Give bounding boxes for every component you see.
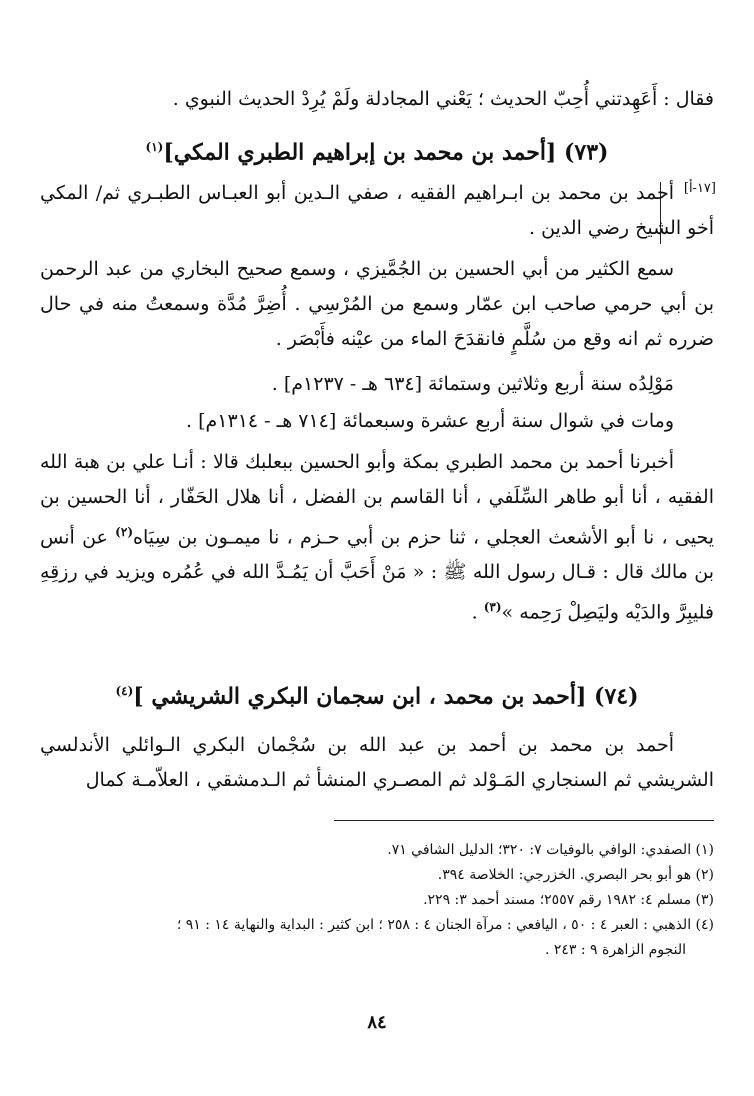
entry-74-paragraph-1: أحمد بن محمد بن أحمد بن عبد الله بن سُجْمان البكري الـوائلي الأندلسي الشريشي ثم السنجاري المَـوْلد ثم المصـري المنشأ ثم الـدمشقي ، العلاّمـة كمال: [40, 734, 714, 791]
footnote-ref-4: (٤): [115, 684, 134, 698]
continuation-text: [40, 82, 714, 117]
entry-74-heading-text: (٧٤) [أحمد بن محمد ، ابن سجمان البكري الشريشي ]: [133, 683, 639, 710]
hadith-isnad: أخبرنا أحمد بن محمد الطبري بمكة وأبو الحسين ببعلبك قالا : أنـا علي بن هبة الله الفقيه ، أنا أبو طاهر السِّلَفي ، أنا القاسم بن الفضل ، أنا هلال الحَفّار ، أنا الحسين بن يحيى ، نا أبو الأشعث العجلي ، ثنا حزم بن أبي حـزم ، نا ميمـون بن سِيَاه: [40, 451, 714, 549]
entry-73-body: [40, 176, 714, 631]
footnote-3: (٣) مسلم ٤: ١٩٨٢ رقم ٢٥٥٧؛ مسند أحمد ٣: ٢٢٩.: [423, 892, 714, 908]
footnote-ref-2: (٢): [115, 525, 133, 539]
entry-74-body: [40, 728, 714, 798]
entry-73-hadith: [40, 445, 714, 631]
footnote-1: (١) الصفدي: الوافي بالوفيات ٧: ٣٢٠؛ الدليل الشافي ٧١.: [387, 842, 714, 858]
footnotes: [40, 838, 714, 963]
footnote-2: (٢) هو أبو بحر البصري. الخزرجي: الخلاصة ٣٩٤.: [437, 867, 714, 883]
entry-73-heading-text: (٧٣) [أحمد بن محمد بن إبراهيم الطبري المكي]: [163, 139, 609, 166]
footnote-4: (٤) الذهبي : العبر ٤ : ٥٠ ، اليافعي : مرآة الجنان ٤ : ٢٥٨ ؛ ابن كثير : البداية والنهاية ١٤ : ٩١ ؛: [176, 917, 714, 933]
entry-73-paragraph-2: سمع الكثير من أبي الحسين بن الجُمَّيزي ، وسمع صحيح البخاري من عبد الرحمن بن أبي حرمي صاحب ابن عمّار وسمع من المُرْسِي . أُضِرَّ مُدَّة وسمعتُ منه في حال ضرره ثم انه وقع من سُلَّمٍ فانقدَحَ الماء من عيْنه فأَبْصَر .: [40, 258, 714, 350]
footnote-ref-3: (٣): [483, 600, 502, 615]
page-number: ٨٤: [367, 1012, 387, 1033]
manuscript-folio-ref: [١٧-أ]: [683, 181, 716, 196]
entry-73-paragraph-1: أحمد بن محمد بن ابـراهيم الفقيه ، صفي الـدين أبو العبـاس الطبـري ثم/ المكي أخو الشيخ رضي الدين .: [40, 182, 714, 239]
entry-73-death: ومات في شوال سنة أربع عشرة وسبعمائة [٧١٤ هـ - ١٣١٤م] .: [186, 410, 674, 432]
entry-73-heading: [40, 130, 714, 169]
footnote-separator: [334, 820, 714, 821]
hadith-end: .: [471, 601, 484, 624]
footnote-ref-1: (١): [145, 140, 164, 154]
entry-73-birth: مَوْلِدُه سنة أربع وثلاثين وستمائة [٦٣٤ هـ - ١٢٣٧م] .: [271, 373, 674, 395]
footnote-4-continuation: النجوم الزاهرة ٩ : ٢٤٣ .: [544, 942, 686, 958]
hadith-matn: عن أنس بن مالك قال : قـال رسول الله ﷺ : « مَنْ أَحَبَّ أن يَمُـدَّ الله في عُمُره ويزيد في رزقِهِ فليبِرَّ والدَيْه وليَصِلْ رَحِمه »: [40, 526, 714, 624]
entry-74-heading: [40, 674, 714, 713]
continuation-line: فقال : أَعَهِدتني أُحِبّ الحديث ؛ يَعْني المجادلة ولَمْ يُرِدْ الحديث النبوي .: [172, 88, 714, 110]
